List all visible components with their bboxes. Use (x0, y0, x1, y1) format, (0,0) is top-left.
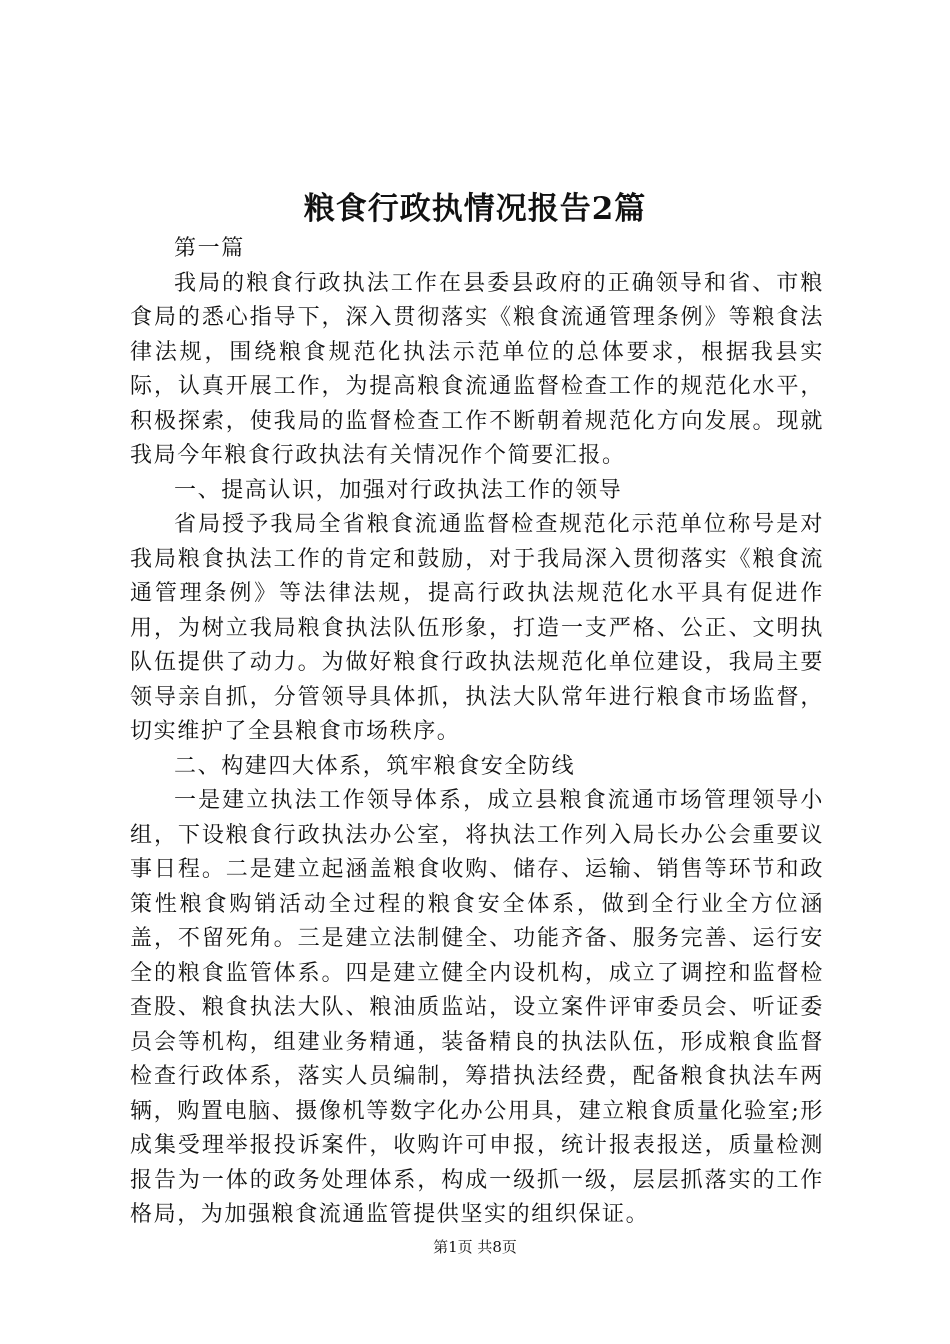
body-paragraph: 省局授予我局全省粮食流通监督检查规范化示范单位称号是对我局粮食执法工作的肯定和鼓励，对于我局深入贯彻落实《粮食流通管理条例》等法律法规，提高行政执法规范化水平具有促进作用，为树立我局粮食执法队伍形象，打造一支严格、公正、文明执队伍提供了动力。为做好粮食行政执法规范化单位建设，我局主要领导亲自抓，分管领导具体抓，执法大队常年进行粮食市场监督，切实维护了全县粮食市场秩序。 (130, 512, 824, 744)
document-body (130, 232, 824, 1233)
section-heading: 二、构建四大体系，筑牢粮食安全防线 (174, 753, 576, 779)
section-heading: 第一篇 (174, 236, 245, 261)
page-number: 第1页 共8页 (433, 1238, 517, 1256)
body-paragraph: 一是建立执法工作领导体系，成立县粮食流通市场管理领导小组，下设粮食行政执法办公室，将执法工作列入局长办公会重要议事日程。二是建立起涵盖粮食收购、储存、运输、销售等环节和政策性粮食购销活动全过程的粮食安全体系，做到全行业全方位涵盖，不留死角。三是建立法制健全、功能齐备、服务完善、运行安全的粮食监管体系。四是建立健全内设机构，成立了调控和监督检查股、粮食执法大队、粮油质监站，设立案件评审委员会、听证委员会等机构，组建业务精通，装备精良的执法队伍，形成粮食监督检查行政体系，落实人员编制，筹措执法经费，配备粮食执法车两辆，购置电脑、摄像机等数字化办公用具，建立粮食质量化验室;形成集受理举报投诉案件，收购许可申报，统计报表报送，质量检测报告为一体的政务处理体系，构成一级抓一级，层层抓落实的工作格局，为加强粮食流通监管提供坚实的组织保证。 (130, 788, 824, 1227)
document-title: 粮食行政执情况报告2篇 (303, 191, 647, 227)
section-heading: 一、提高认识，加强对行政执法工作的领导 (174, 477, 623, 503)
body-paragraph: 我局的粮食行政执法工作在县委县政府的正确领导和省、市粮食局的悉心指导下，深入贯彻落实《粮食流通管理条例》等粮食法律法规，围绕粮食规范化执法示范单位的总体要求，根据我县实际，认真开展工作，为提高粮食流通监督检查工作的规范化水平，积极探索，使我局的监督检查工作不断朝着规范化方向发展。现就我局今年粮食行政执法有关情况作个简要汇报。 (130, 270, 824, 468)
